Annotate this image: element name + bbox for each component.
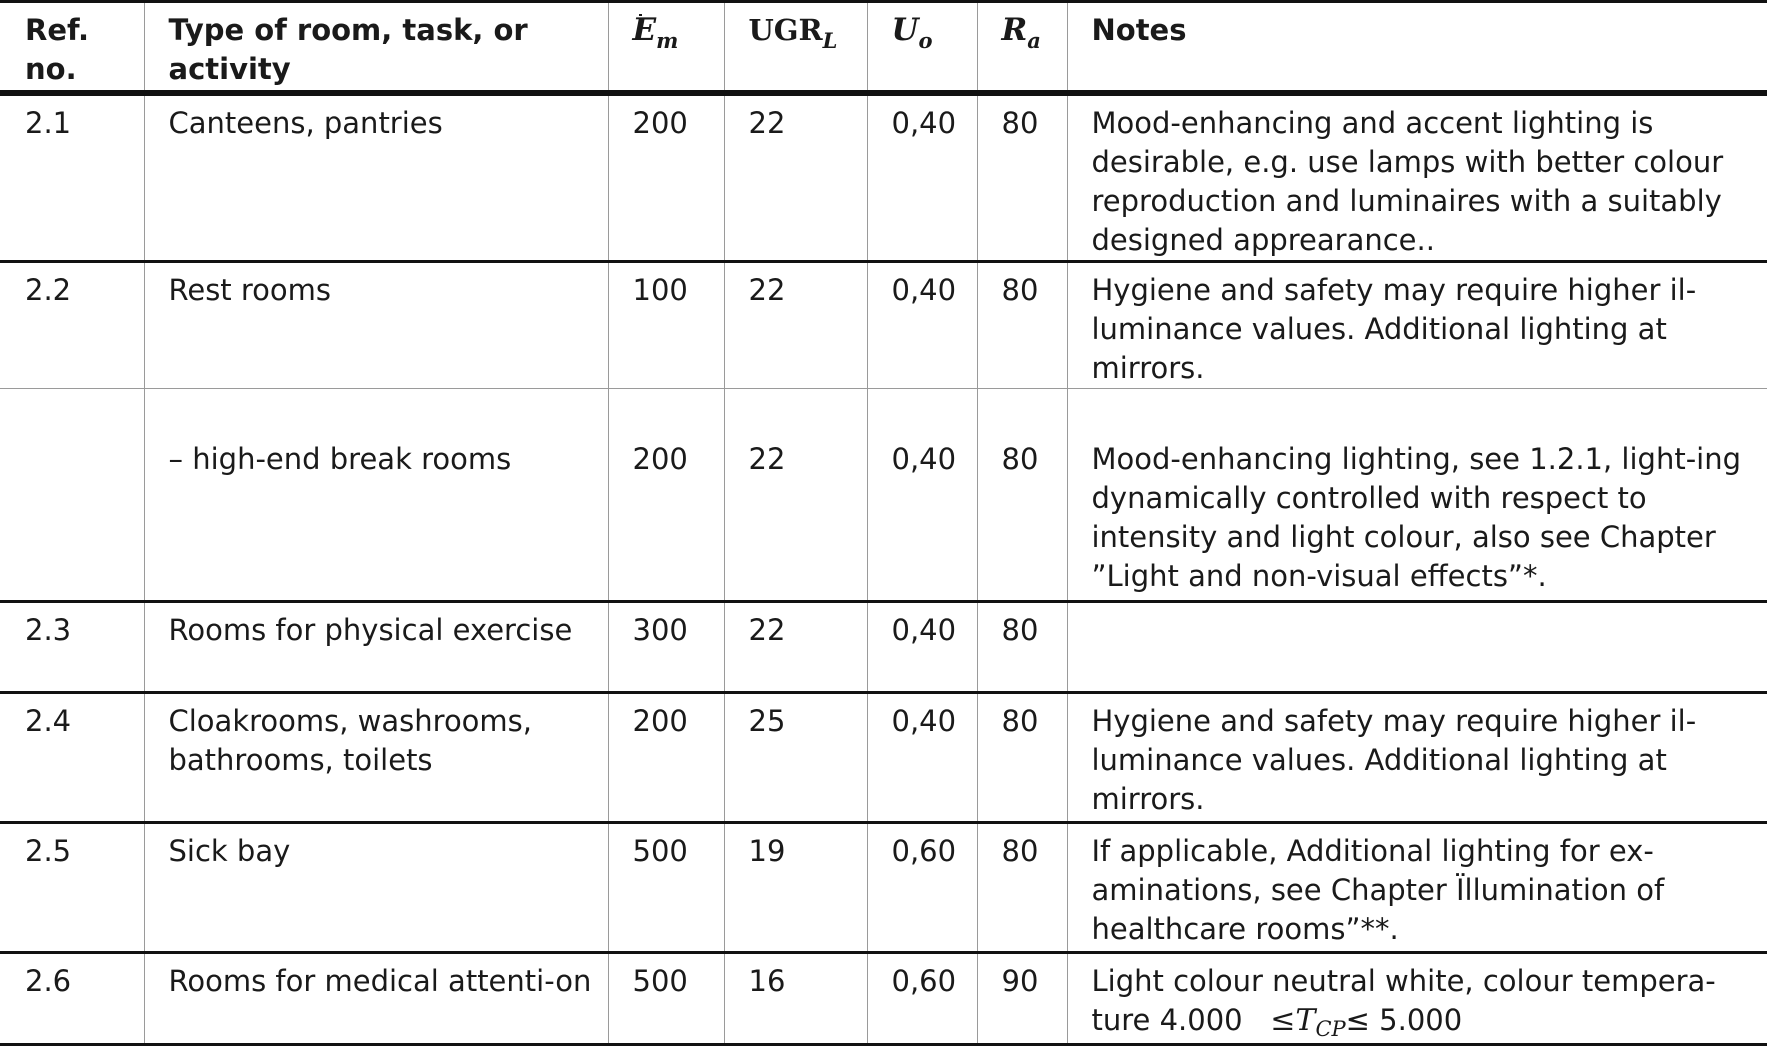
header-uo-subscript: o (918, 28, 933, 53)
notes-text: Light colour neutral white, colour tempera-ture 4.000 (1091, 963, 1716, 1037)
cell-em: 100 (608, 261, 724, 388)
le-symbol-2: ≤ (1345, 1002, 1370, 1037)
tcp-symbol: T (1295, 1002, 1316, 1038)
cell-notes: Mood-enhancing lighting, see 1.2.1, light-ing dynamically controlled with respect to intensity and light colour, also see Chapter ”Light and non-visual effects”*. (1067, 388, 1767, 601)
cell-type: Rooms for physical exercise (144, 601, 608, 692)
table-row (0, 601, 1767, 692)
cell-em: 200 (608, 388, 724, 601)
cell-ref: 2.1 (0, 93, 144, 262)
header-ugr-subscript: L (822, 28, 838, 53)
cell-uo: 0,40 (867, 261, 977, 388)
table-row (0, 93, 1767, 262)
cell-uo: 0,60 (867, 822, 977, 952)
header-uo-symbol: U (891, 12, 919, 48)
cell-ra: 80 (977, 822, 1067, 952)
cell-ref: 2.4 (0, 692, 144, 822)
le-symbol: ≤ (1270, 1002, 1296, 1038)
cell-em: 500 (608, 822, 724, 952)
cell-ra: 80 (977, 261, 1067, 388)
cell-notes (1067, 952, 1767, 1044)
cell-ugr: 19 (724, 822, 867, 952)
cell-type: Sick bay (144, 822, 608, 952)
cell-em: 300 (608, 601, 724, 692)
cell-notes: If applicable, Additional lighting for ex-aminations, see Chapter Ïllumination of healthcare rooms”**. (1067, 822, 1767, 952)
cell-ugr: 22 (724, 261, 867, 388)
cell-ra: 80 (977, 601, 1067, 692)
header-ugr-symbol: UGR (748, 13, 823, 47)
header-ra-subscript: a (1027, 28, 1041, 53)
cell-em: 200 (608, 692, 724, 822)
cell-uo: 0,40 (867, 93, 977, 262)
cell-notes: Hygiene and safety may require higher il-luminance values. Additional lighting at mirrors. (1067, 692, 1767, 822)
header-row (0, 2, 1767, 93)
cell-uo: 0,40 (867, 388, 977, 601)
cell-ugr: 22 (724, 601, 867, 692)
cell-type: – high-end break rooms (144, 388, 608, 601)
cell-ref: 2.6 (0, 952, 144, 1044)
cell-type: Cloakrooms, washrooms, bathrooms, toilets (144, 692, 608, 822)
cell-ra: 80 (977, 388, 1067, 601)
cell-ugr: 16 (724, 952, 867, 1044)
header-em (608, 2, 724, 93)
header-ra-symbol: R (1001, 12, 1028, 48)
header-ra (977, 2, 1067, 93)
cell-ra: 80 (977, 93, 1067, 262)
header-type: Type of room, task, or activity (144, 2, 608, 93)
header-notes: Notes (1067, 2, 1767, 93)
table-row (0, 822, 1767, 952)
cell-ref: 2.2 (0, 261, 144, 388)
header-ugr (724, 2, 867, 93)
cell-ra: 80 (977, 692, 1067, 822)
header-uo (867, 2, 977, 93)
tcp-subscript: CP (1315, 1016, 1346, 1041)
cell-ra: 90 (977, 952, 1067, 1044)
cell-ref: 2.3 (0, 601, 144, 692)
cell-ugr: 22 (724, 388, 867, 601)
table-row (0, 692, 1767, 822)
table-row (0, 388, 1767, 601)
cell-ref: 2.5 (0, 822, 144, 952)
cell-type: Rooms for medical attenti-on (144, 952, 608, 1044)
table-row (0, 261, 1767, 388)
table-row (0, 952, 1767, 1044)
cell-ugr: 22 (724, 93, 867, 262)
cell-em: 200 (608, 93, 724, 262)
cell-notes: Mood-enhancing and accent lighting is desirable, e.g. use lamps with better colour reproduction and luminaires with a suitably designed apprearance.. (1067, 93, 1767, 262)
cell-ugr: 25 (724, 692, 867, 822)
cell-uo: 0,40 (867, 601, 977, 692)
cell-type: Canteens, pantries (144, 93, 608, 262)
cell-uo: 0,60 (867, 952, 977, 1044)
notes-value: 5.000 (1379, 1002, 1463, 1037)
cell-notes: Hygiene and safety may require higher il-luminance values. Additional lighting at mirrors. (1067, 261, 1767, 388)
header-ref: Ref. no. (0, 2, 144, 93)
header-em-symbol: E (632, 12, 657, 48)
cell-ref (0, 388, 144, 601)
cell-em: 500 (608, 952, 724, 1044)
header-em-subscript: m (656, 28, 679, 53)
cell-uo: 0,40 (867, 692, 977, 822)
cell-notes (1067, 601, 1767, 692)
cell-type: Rest rooms (144, 261, 608, 388)
